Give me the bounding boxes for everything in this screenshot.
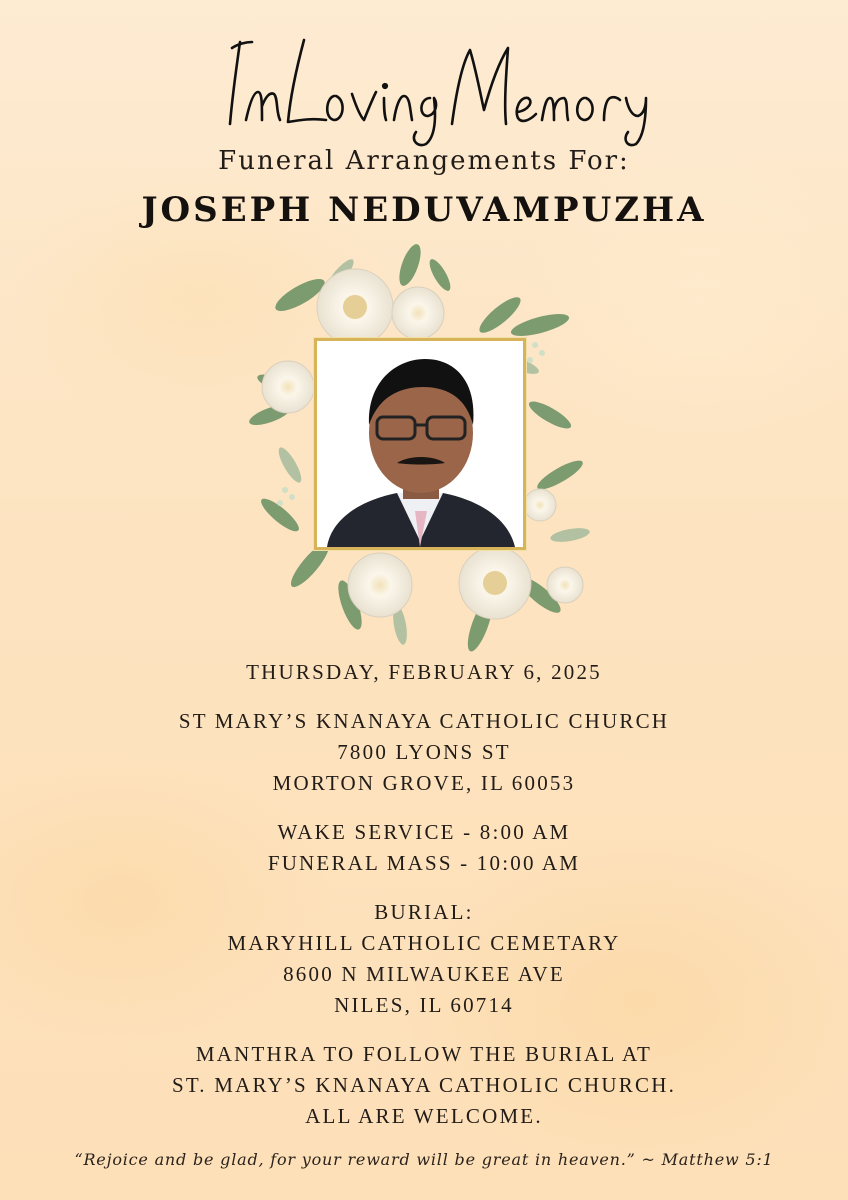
manthra-line-2: ST. MARY’S KNANAYA CATHOLIC CHURCH. [171, 1073, 677, 1097]
church-city: MORTON GROVE, IL 60053 [272, 771, 576, 795]
bible-quote: “Rejoice and be glad, for your reward will be great in heaven.” ~ Matthew 5:1 [74, 1150, 774, 1169]
portrait-photo-icon [317, 341, 523, 547]
portrait-frame [314, 338, 526, 550]
burial-label: BURIAL: [374, 900, 474, 924]
manthra-block [0, 1039, 848, 1132]
funeral-mass: FUNERAL MASS - 10:00 AM [267, 851, 581, 875]
manthra-line-3: ALL ARE WELCOME. [305, 1104, 543, 1128]
wake-service: WAKE SERVICE - 8:00 AM [277, 820, 571, 844]
manthra-line-1: MANTHRA TO FOLLOW THE BURIAL AT [195, 1042, 653, 1066]
cemetery-street: 8600 N MILWAUKEE AVE [283, 962, 565, 986]
service-date-block [0, 657, 848, 688]
church-address-block [0, 706, 848, 799]
cemetery-city: NILES, IL 60714 [334, 993, 514, 1017]
burial-block [0, 897, 848, 1021]
subtitle: Funeral Arrangements For: [218, 146, 630, 176]
church-street: 7800 LYONS ST [337, 740, 511, 764]
script-title-text: In Loving Memory [0, 20, 10, 21]
script-title-lettering [0, 20, 848, 150]
cemetery-name: MARYHILL CATHOLIC CEMETARY [227, 931, 621, 955]
deceased-name: JOSEPH NEDUVAMPUZHA [141, 190, 707, 230]
service-date: THURSDAY, FEBRUARY 6, 2025 [246, 660, 602, 684]
service-times-block [0, 817, 848, 879]
church-name: ST MARY’S KNANAYA CATHOLIC CHURCH [178, 709, 670, 733]
